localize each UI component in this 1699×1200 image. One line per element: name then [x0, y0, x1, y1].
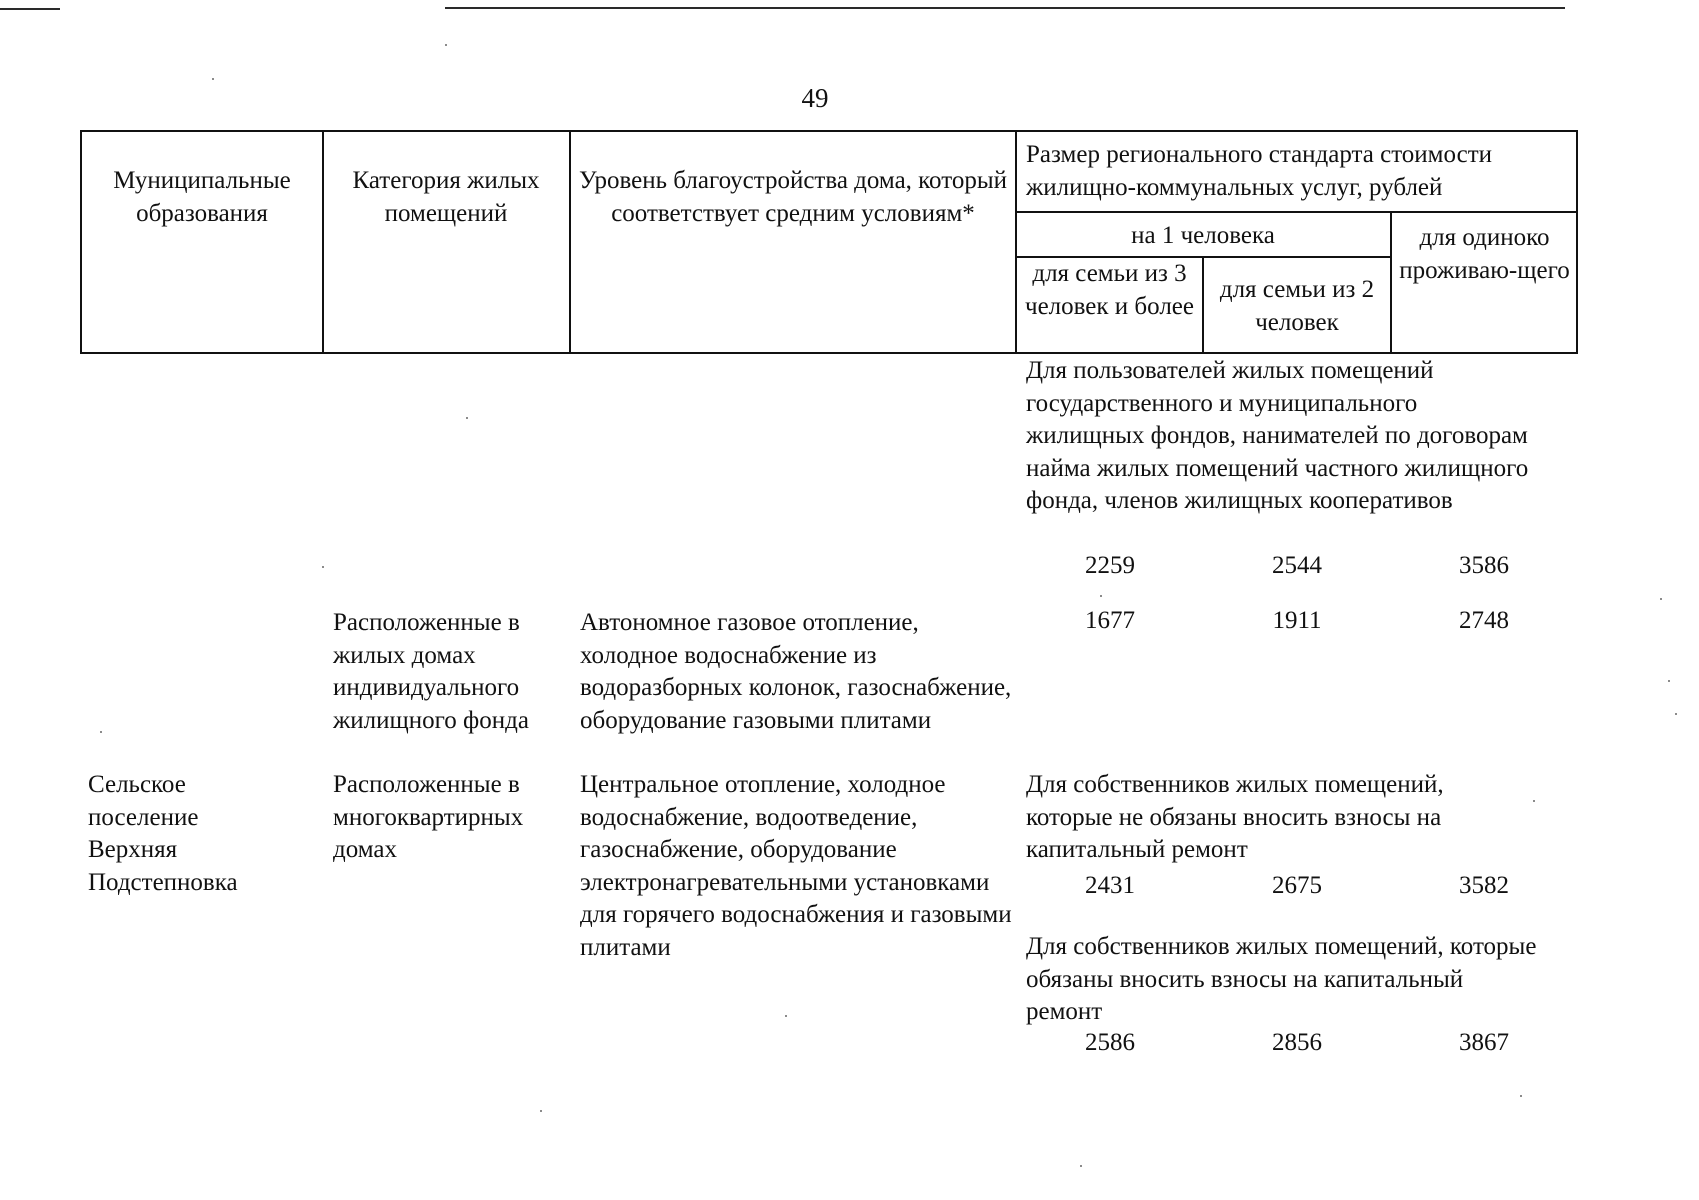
block3-note-no-repair-fee: Для собственников жилых помещений, которые не обязаны вносить взносы на капитальный ремонт [1026, 771, 1444, 863]
header-family-3: для семьи из 3 человек и более [1025, 260, 1194, 320]
block1-note: Для пользователей жилых помещений государственного и муниципального жилищных фондов, нанимателей по договорам найма жилых помещений частного жилищного фонда, членов жилищных кооперативов [1026, 357, 1529, 514]
block2-improvement-level: Автономное газовое отопление, холодное водоснабжение из водоразборных колонок, газоснабжение, оборудование газовыми плитами [580, 609, 1012, 734]
block3-improvement-level: Центральное отопление, холодное водоснабжение, водоотведение, газоснабжение, оборудование электронагревательными установками для горячего водоснабжения и газовыми плитами [580, 771, 1012, 961]
header-divider-2 [569, 130, 571, 354]
header-divider-single [1390, 211, 1392, 354]
scan-speck [1533, 800, 1535, 802]
header-improvement-level: Уровень благоустройства дома, который соответствует средним условиям* [579, 167, 1007, 227]
scan-speck [540, 1110, 542, 1112]
scan-speck [322, 566, 324, 568]
scan-top-line-left [0, 8, 60, 10]
block3-value1-family3: 2431 [1085, 872, 1135, 899]
header-single: для одиноко проживаю-щего [1399, 224, 1570, 284]
scan-speck [1080, 1165, 1082, 1167]
scan-speck [212, 78, 214, 80]
block3-value2-family2: 2856 [1272, 1029, 1322, 1056]
block2-value-family3: 1677 [1085, 607, 1135, 634]
page-number: 49 [801, 83, 829, 113]
header-family-2: для семьи из 2 человек [1219, 276, 1375, 336]
scan-speck [1660, 598, 1662, 600]
scan-speck [1675, 713, 1677, 715]
block3-category: Расположенные в многоквартирных домах [333, 771, 524, 863]
scan-speck [445, 44, 447, 46]
scan-speck [785, 1015, 787, 1017]
header-municipality: Муниципальные образования [113, 167, 291, 227]
header-per-person: на 1 человека [1131, 222, 1275, 249]
scan-speck [466, 417, 468, 419]
block1-value-family2: 2544 [1272, 552, 1322, 579]
block3-value2-family3: 2586 [1085, 1029, 1135, 1056]
block3-value2-single: 3867 [1459, 1029, 1509, 1056]
block2-category: Расположенные в жилых домах индивидуального жилищного фонда [333, 609, 529, 734]
block1-value-family3: 2259 [1085, 552, 1135, 579]
header-standard-size: Размер регионального стандарта стоимости жилищно-коммунальных услуг, рублей [1026, 141, 1493, 201]
header-rule-standard [1015, 211, 1578, 213]
block1-value-single: 3586 [1459, 552, 1509, 579]
scan-speck [1520, 1095, 1522, 1097]
scan-speck [100, 731, 102, 733]
scan-speck [1668, 680, 1670, 682]
header-divider-1 [322, 130, 324, 354]
scan-speck [1100, 595, 1102, 597]
scan-top-line-right [445, 7, 1565, 9]
block3-value1-family2: 2675 [1272, 872, 1322, 899]
block2-value-single: 2748 [1459, 607, 1509, 634]
header-category: Категория жилых помещений [352, 167, 540, 227]
block3-value1-single: 3582 [1459, 872, 1509, 899]
block2-value-family2: 1911 [1272, 607, 1322, 634]
block3-municipality: Сельское поселение Верхняя Подстепновка [88, 771, 238, 896]
block3-note-with-repair-fee: Для собственников жилых помещений, которые обязаны вносить взносы на капитальный ремонт [1026, 933, 1537, 1025]
